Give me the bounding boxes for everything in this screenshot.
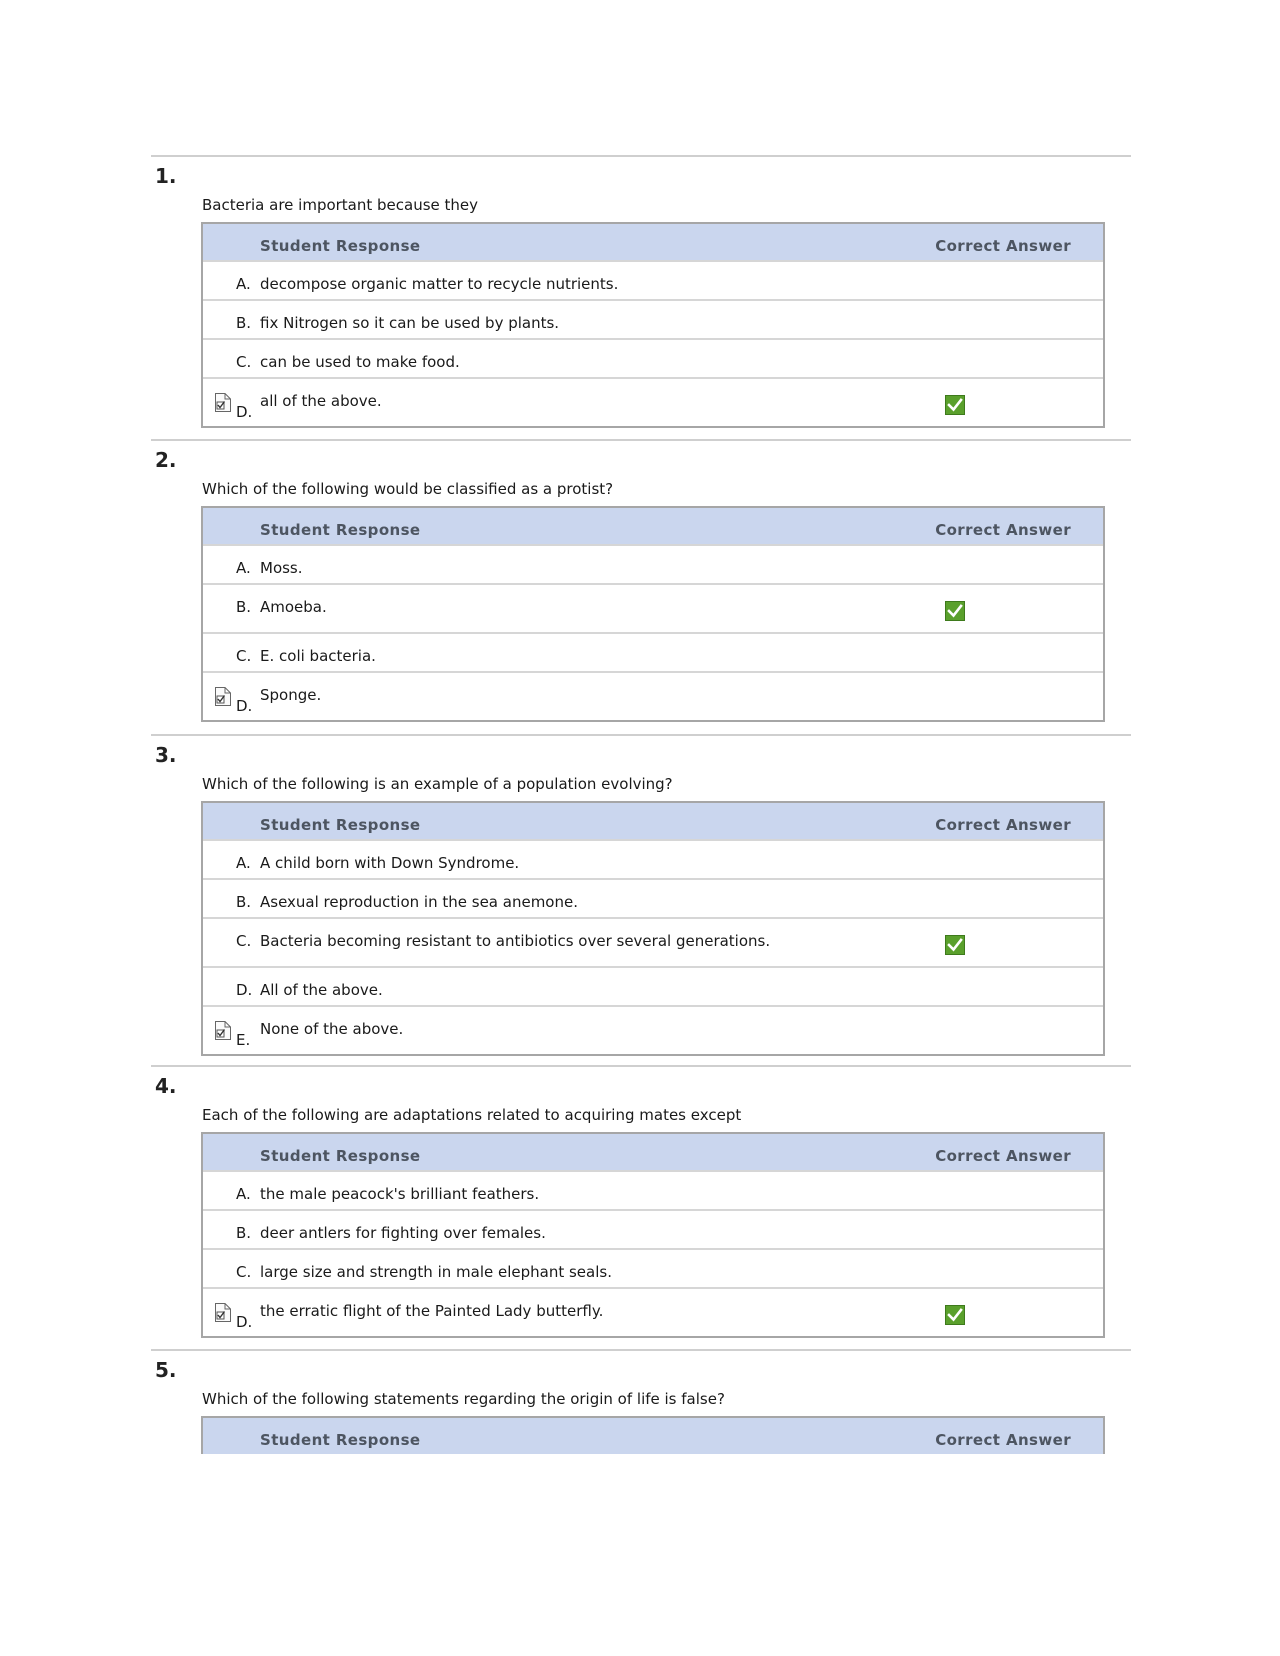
answer-letter: C. xyxy=(236,353,252,371)
answer-text: decompose organic matter to recycle nutrients. xyxy=(260,275,619,293)
answer-option xyxy=(203,632,1103,671)
answer-text: Bacteria becoming resistant to antibiotics over several generations. xyxy=(260,932,771,950)
answer-letter: B. xyxy=(236,1224,252,1242)
student-response-icon xyxy=(214,1020,232,1041)
answer-letter: D. xyxy=(236,981,253,999)
correct-answer-header: Correct Answer xyxy=(935,1147,1071,1165)
question-2 xyxy=(151,439,1131,715)
answer-table xyxy=(201,506,1105,722)
student-response-header: Student Response xyxy=(260,521,421,539)
answer-letter: A. xyxy=(236,559,251,577)
answer-table-header xyxy=(203,1418,1103,1454)
answer-text: fix Nitrogen so it can be used by plants. xyxy=(260,314,560,332)
answer-table-header xyxy=(203,1134,1103,1170)
answer-option xyxy=(203,1287,1103,1336)
answer-table-header xyxy=(203,508,1103,544)
answer-table xyxy=(201,801,1105,1056)
student-response-header: Student Response xyxy=(260,237,421,255)
question-prompt: Each of the following are adaptations related to acquiring mates except xyxy=(202,1106,742,1124)
answer-text: large size and strength in male elephant seals. xyxy=(260,1263,612,1281)
question-prompt: Bacteria are important because they xyxy=(202,196,479,214)
answer-option xyxy=(203,966,1103,1005)
answer-option xyxy=(203,917,1103,966)
correct-answer-header: Correct Answer xyxy=(935,816,1071,834)
answer-letter: B. xyxy=(236,893,252,911)
green-check-icon xyxy=(945,935,965,955)
answer-table-header xyxy=(203,803,1103,839)
answer-option xyxy=(203,671,1103,720)
answer-letter: A. xyxy=(236,854,251,872)
question-number: 5. xyxy=(155,1358,177,1382)
answer-text: None of the above. xyxy=(260,1020,404,1038)
answer-option xyxy=(203,1248,1103,1287)
answer-option xyxy=(203,338,1103,377)
answer-letter: D. xyxy=(236,697,253,715)
student-response-header: Student Response xyxy=(260,1147,421,1165)
answer-option xyxy=(203,377,1103,426)
answer-text: deer antlers for fighting over females. xyxy=(260,1224,546,1242)
answer-table xyxy=(201,1132,1105,1338)
question-1 xyxy=(151,155,1131,421)
answer-text: Amoeba. xyxy=(260,598,327,616)
green-check-icon xyxy=(945,1305,965,1325)
answer-option xyxy=(203,583,1103,632)
answer-text: All of the above. xyxy=(260,981,383,999)
question-number: 1. xyxy=(155,164,177,188)
student-response-icon xyxy=(214,686,232,707)
answer-letter: A. xyxy=(236,1185,251,1203)
question-3 xyxy=(151,734,1131,1049)
green-check-icon xyxy=(945,601,965,621)
question-number: 4. xyxy=(155,1074,177,1098)
answer-text: Asexual reproduction in the sea anemone. xyxy=(260,893,578,911)
correct-answer-header: Correct Answer xyxy=(935,237,1071,255)
answer-text: Sponge. xyxy=(260,686,322,704)
answer-table xyxy=(201,1416,1105,1454)
answer-letter: B. xyxy=(236,598,252,616)
answer-letter: E. xyxy=(236,1031,251,1049)
answer-table-header xyxy=(203,224,1103,260)
student-response-header: Student Response xyxy=(260,816,421,834)
answer-text: the erratic flight of the Painted Lady butterfly. xyxy=(260,1302,604,1320)
question-4 xyxy=(151,1065,1131,1331)
correct-answer-header: Correct Answer xyxy=(935,521,1071,539)
answer-text: A child born with Down Syndrome. xyxy=(260,854,520,872)
answer-option xyxy=(203,1005,1103,1054)
answer-table xyxy=(201,222,1105,428)
answer-letter: C. xyxy=(236,932,252,950)
answer-letter: D. xyxy=(236,1313,253,1331)
answer-letter: C. xyxy=(236,1263,252,1281)
answer-letter: B. xyxy=(236,314,252,332)
answer-option xyxy=(203,839,1103,878)
answer-text: all of the above. xyxy=(260,392,382,410)
green-check-icon xyxy=(945,395,965,415)
answer-option xyxy=(203,260,1103,299)
answer-letter: A. xyxy=(236,275,251,293)
question-5 xyxy=(151,1349,1131,1449)
answer-option xyxy=(203,544,1103,583)
question-number: 3. xyxy=(155,743,177,767)
question-prompt: Which of the following would be classified as a protist? xyxy=(202,480,614,498)
question-prompt: Which of the following is an example of a population evolving? xyxy=(202,775,673,793)
answer-option xyxy=(203,1170,1103,1209)
student-response-header: Student Response xyxy=(260,1431,421,1449)
question-prompt: Which of the following statements regarding the origin of life is false? xyxy=(202,1390,725,1408)
answer-text: Moss. xyxy=(260,559,303,577)
student-response-icon xyxy=(214,392,232,413)
answer-text: E. coli bacteria. xyxy=(260,647,376,665)
answer-text: the male peacock's brilliant feathers. xyxy=(260,1185,540,1203)
correct-answer-header: Correct Answer xyxy=(935,1431,1071,1449)
answer-letter: C. xyxy=(236,647,252,665)
student-response-icon xyxy=(214,1302,232,1323)
answer-letter: D. xyxy=(236,403,253,421)
answer-option xyxy=(203,878,1103,917)
answer-text: can be used to make food. xyxy=(260,353,460,371)
question-number: 2. xyxy=(155,448,177,472)
answer-option xyxy=(203,1209,1103,1248)
answer-option xyxy=(203,299,1103,338)
